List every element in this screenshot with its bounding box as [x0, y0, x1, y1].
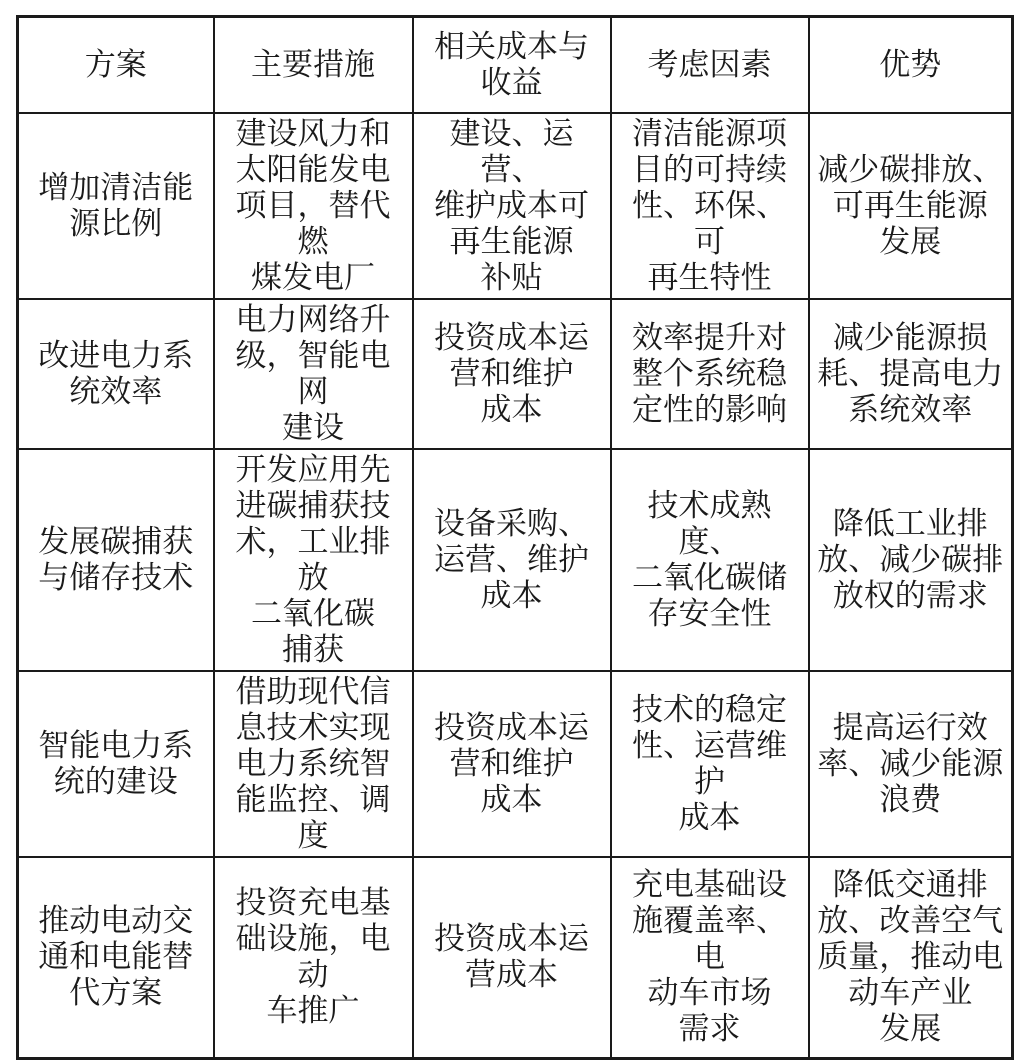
table-row — [18, 857, 1013, 1059]
table-cell: 投资成本运 营和维护 成本 — [413, 299, 611, 449]
table-cell: 开发应用先 进碳捕获技 术，工业排放 二氧化碳 捕获 — [214, 449, 413, 671]
table-row — [18, 671, 1013, 857]
table-cell: 投资成本运 营和维护 成本 — [413, 671, 611, 857]
table-cell: 减少能源损 耗、提高电力 系统效率 — [809, 299, 1013, 449]
table-cell: 提高运行效 率、减少能源 浪费 — [809, 671, 1013, 857]
table-cell: 设备采购、 运营、维护 成本 — [413, 449, 611, 671]
table-row — [18, 113, 1013, 299]
table-row — [18, 449, 1013, 671]
table-cell: 发展碳捕获 与储存技术 — [18, 449, 214, 671]
table-cell: 增加清洁能 源比例 — [18, 113, 214, 299]
table-cell: 技术成熟度、 二氧化碳储 存安全性 — [611, 449, 809, 671]
header-cell-advantages: 优势 — [809, 17, 1013, 113]
table-cell: 电力网络升 级，智能电网 建设 — [214, 299, 413, 449]
table-row — [18, 299, 1013, 449]
table-cell: 借助现代信 息技术实现 电力系统智 能监控、调度 — [214, 671, 413, 857]
header-cell-factors: 考虑因素 — [611, 17, 809, 113]
table-cell: 投资充电基 础设施，电动 车推广 — [214, 857, 413, 1059]
header-cell-measures: 主要措施 — [214, 17, 413, 113]
table-cell: 改进电力系 统效率 — [18, 299, 214, 449]
table-cell: 清洁能源项 目的可持续 性、环保、可 再生特性 — [611, 113, 809, 299]
header-cell-plan: 方案 — [18, 17, 214, 113]
table-cell: 建设风力和 太阳能发电 项目，替代燃 煤发电厂 — [214, 113, 413, 299]
table-cell: 投资成本运 营成本 — [413, 857, 611, 1059]
table-cell: 降低交通排 放、改善空气 质量，推动电 动车产业 发展 — [809, 857, 1013, 1059]
table-cell: 减少碳排放、 可再生能源 发展 — [809, 113, 1013, 299]
table-cell: 降低工业排 放、减少碳排 放权的需求 — [809, 449, 1013, 671]
table-cell: 推动电动交 通和电能替 代方案 — [18, 857, 214, 1059]
table-cell: 效率提升对 整个系统稳 定性的影响 — [611, 299, 809, 449]
table-container — [16, 15, 1011, 1048]
comparison-table — [16, 15, 1014, 1060]
header-cell-cost-benefit: 相关成本与 收益 — [413, 17, 611, 113]
table-header-row — [18, 17, 1013, 113]
table-cell: 建设、运营、 维护成本可 再生能源 补贴 — [413, 113, 611, 299]
table-cell: 充电基础设 施覆盖率、电 动车市场 需求 — [611, 857, 809, 1059]
table-cell: 技术的稳定 性、运营维护 成本 — [611, 671, 809, 857]
table-cell: 智能电力系 统的建设 — [18, 671, 214, 857]
